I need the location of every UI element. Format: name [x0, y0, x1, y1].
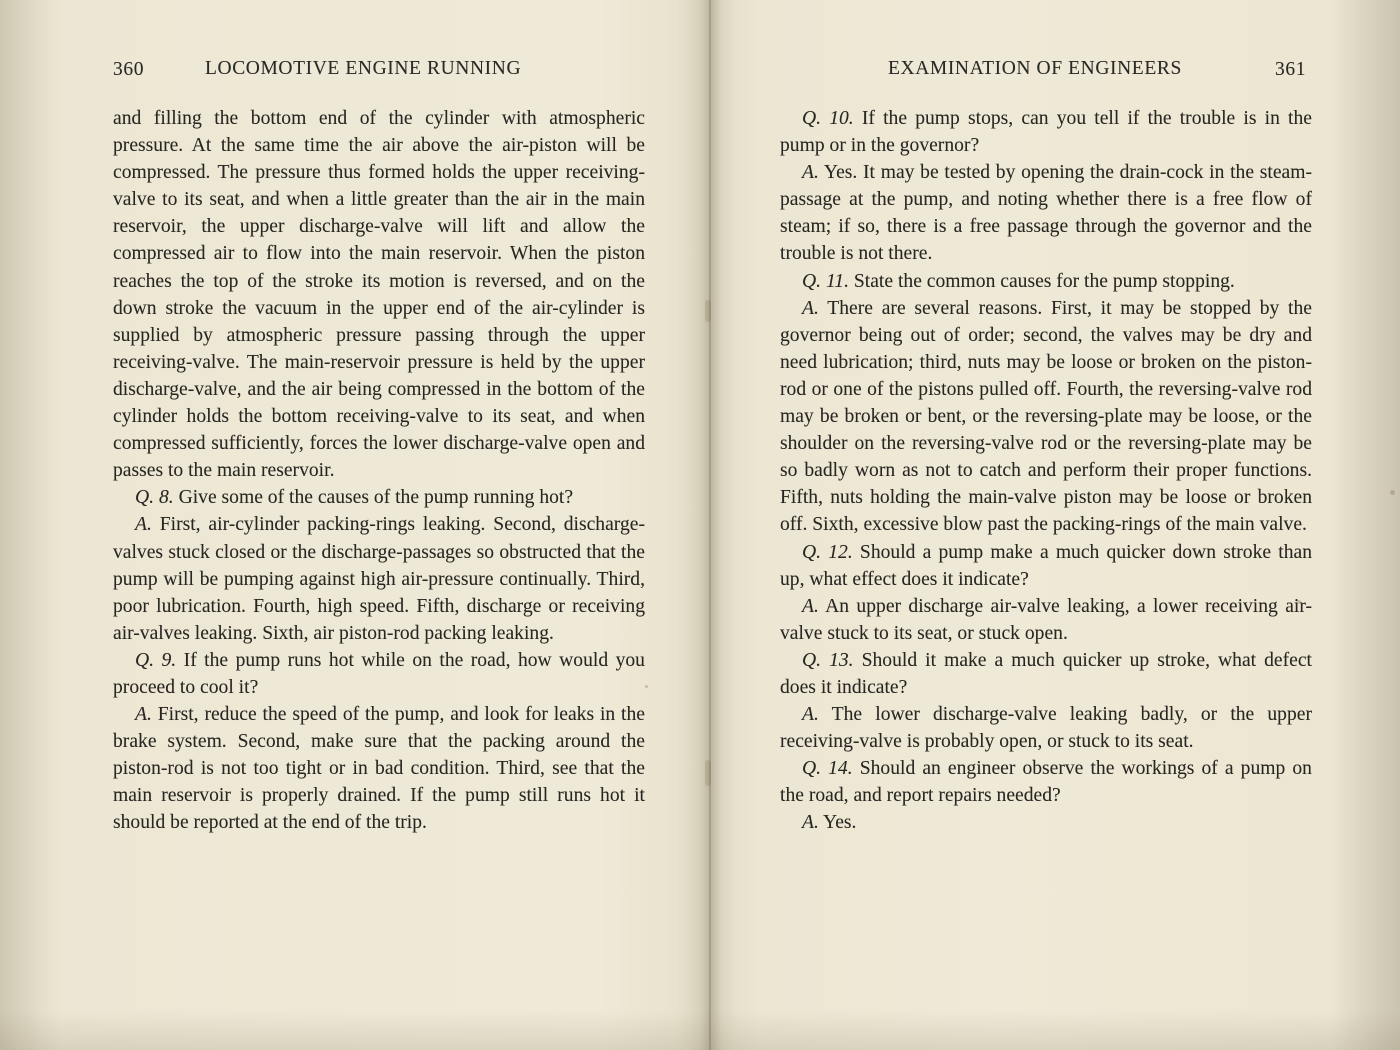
- paragraph: [780, 268, 1312, 295]
- paragraph: [780, 105, 1312, 159]
- paragraph: [780, 701, 1312, 755]
- qa-label: A.: [802, 297, 819, 319]
- paragraph: [780, 755, 1312, 809]
- paragraph-text: State the common causes for the pump stopping.: [853, 270, 1235, 292]
- qa-label: Q. 14.: [802, 758, 853, 780]
- qa-label: A.: [135, 514, 152, 536]
- paragraph: [113, 647, 645, 701]
- paragraph-text: Yes. It may be tested by opening the drain-cock in the steam-passage at the pump, and noting whether there is a free flow of steam; if so, there is a free passage through the governor and the trouble is not there.: [780, 162, 1312, 265]
- right-page: [700, 0, 1400, 1050]
- paragraph-text: and filling the bottom end of the cylinder with atmospheric pressure. At the same time the air above the air-piston will be compressed. The pressure thus formed holds the upper receiving-valve to its seat, and when a little greater than the air in the main reservoir, the upper discharge-valve will lift and allow the compressed air to flow into the main reservoir. When the piston reaches the top of the stroke its motion is reversed, and on the down stroke the vacuum in the upper end of the air-cylinder is supplied by atmospheric pressure passing through the upper receiving-valve. The main-reservoir pressure is held by the upper discharge-valve, and the air being compressed in the bottom of the cylinder holds the bottom receiving-valve to its seat, and when compressed sufficiently, forces the lower discharge-valve open and passes to the main reservoir.: [113, 108, 645, 482]
- left-page-folio: 360: [113, 59, 145, 80]
- right-page-text-column: [780, 105, 1312, 837]
- paragraph: [780, 295, 1312, 539]
- qa-label: Q. 12.: [802, 541, 853, 563]
- qa-label: Q. 8.: [135, 487, 174, 509]
- paragraph: [113, 511, 645, 646]
- paragraph-text: Give some of the causes of the pump running hot?: [178, 487, 574, 509]
- paragraph: [780, 809, 1312, 836]
- paragraph-text: If the pump stops, can you tell if the trouble is in the pump or in the governor?: [780, 108, 1312, 157]
- paragraph-text: An upper discharge air-valve leaking, a lower receiving air-valve stuck to its seat, or stuck open.: [780, 595, 1312, 644]
- left-page-running-head: LOCOMOTIVE ENGINE RUNNING: [205, 58, 522, 79]
- paragraph-text: If the pump runs hot while on the road, how would you proceed to cool it?: [113, 649, 645, 698]
- qa-label: Q. 11.: [802, 270, 849, 292]
- paragraph: [113, 105, 645, 484]
- qa-label: A.: [802, 812, 819, 834]
- paragraph-text: Should it make a much quicker up stroke, what defect does it indicate?: [780, 649, 1312, 698]
- paragraph-text: There are several reasons. First, it may be stopped by the governor being out of order; second, the valves may be dry and need lubrication; third, nuts may be loose or broken on the piston-rod or one of the pistons pulled off. Fourth, the reversing-valve rod may be broken or bent, or the reversing-plate may be loose, or the shoulder on the reversing-valve rod or the reversing-plate may be so badly worn as not to catch and perform their proper functions. Fifth, nuts holding the main-valve piston may be loose or broken off. Sixth, excessive blow past the packing-rings of the main valve.: [780, 297, 1312, 536]
- qa-label: Q. 9.: [135, 649, 177, 671]
- paragraph-text: Should a pump make a much quicker down stroke than up, what effect does it indicate?: [780, 541, 1312, 590]
- qa-label: A.: [135, 704, 152, 726]
- paragraph-text: First, reduce the speed of the pump, and look for leaks in the brake system. Second, make sure that the packing around the piston-rod is not too tight or in bad condition. Third, see that the main reservoir is properly drained. If the pump still runs hot it should be reported at the end of the trip.: [113, 704, 645, 834]
- left-page-text-column: [113, 105, 645, 837]
- right-page-folio: 361: [1275, 59, 1307, 80]
- paragraph-text: Yes.: [823, 812, 857, 834]
- qa-label: Q. 10.: [802, 108, 854, 129]
- paragraph-text: Should an engineer observe the workings of a pump on the road, and report repairs needed?: [780, 758, 1312, 807]
- paragraph: [113, 701, 645, 836]
- paragraph: [780, 539, 1312, 593]
- paragraph: [780, 593, 1312, 647]
- paragraph-text: First, air-cylinder packing-rings leaking. Second, discharge-valves stuck closed or the discharge-passages so obstructed that the pump will be pumping against high air-pressure continually. Third, poor lubrication. Fourth, high speed. Fifth, discharge or receiving air-valves leaking. Sixth, air piston-rod packing leaking.: [113, 514, 645, 644]
- qa-label: A.: [802, 162, 819, 184]
- right-page-running-head: EXAMINATION OF ENGINEERS: [888, 58, 1182, 79]
- gutter-fold-line: [709, 0, 711, 1050]
- qa-label: Q. 13.: [802, 649, 854, 671]
- paragraph: [780, 159, 1312, 267]
- paragraph: [780, 647, 1312, 701]
- paragraph-text: The lower discharge-valve leaking badly, or the upper receiving-valve is probably open, or stuck to its seat.: [780, 704, 1312, 753]
- qa-label: A.: [802, 595, 819, 617]
- paragraph: [113, 484, 645, 511]
- qa-label: A.: [802, 704, 819, 726]
